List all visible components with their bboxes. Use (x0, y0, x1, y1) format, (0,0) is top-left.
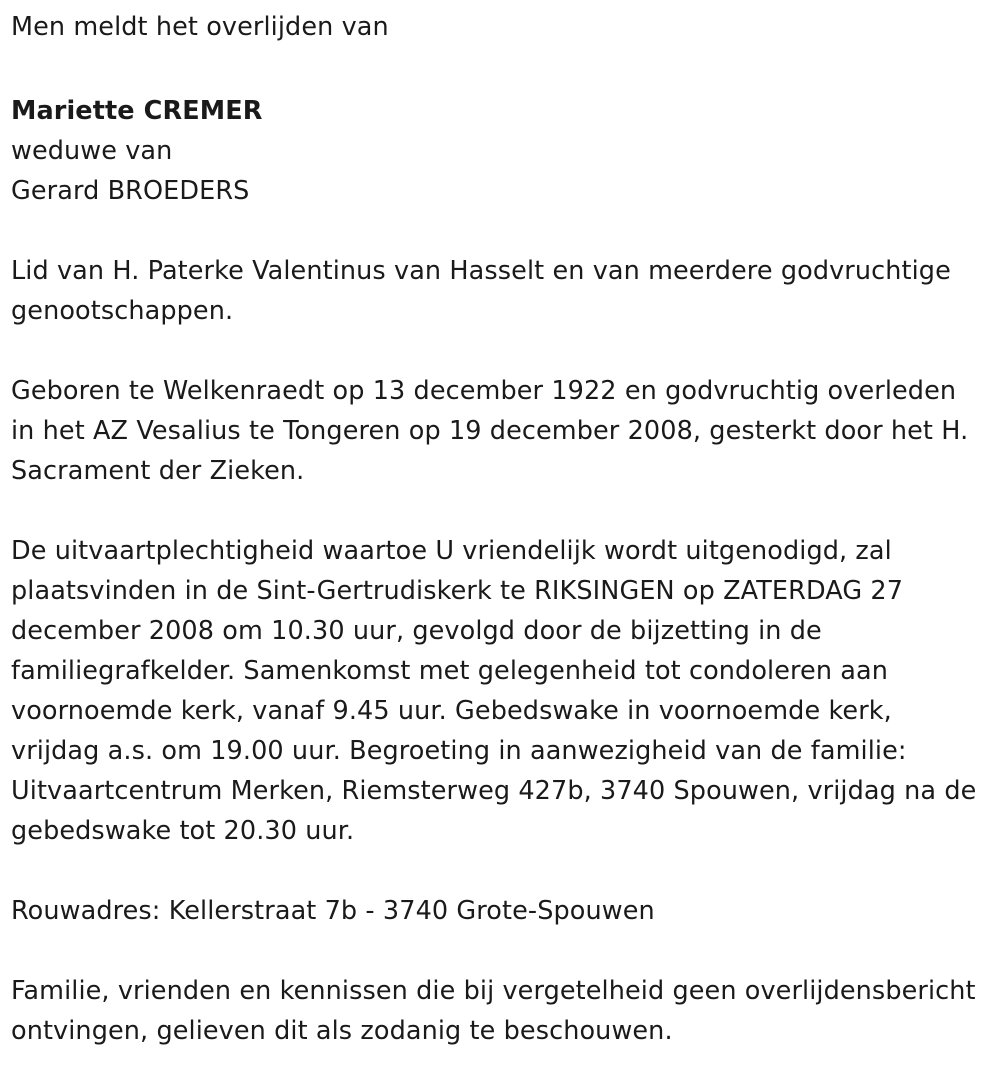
spacer (11, 47, 986, 87)
deceased-name: Mariette CREMER (11, 96, 263, 126)
spacer (11, 211, 986, 251)
intro-line: Men meldt het overlijden van (11, 12, 389, 42)
spacer (11, 931, 986, 971)
funeral-paragraph: De uitvaartplechtigheid waartoe U vriendelijk wordt uitgenodigd, zal plaatsvinden in de Sint-Gertrudiskerk te RIKSINGEN op ZATERDAG 27 december 2008 om 10.30 uur, gevolgd door de bijzetting in de familiegrafkelder. Samenkomst met gelegenheid tot condoleren aan voornoemde kerk, vanaf 9.45 uur. Gebedswake in voornoemde kerk, vrijdag a.s. om 19.00 uur. Begroeting in aanwezigheid van de familie: Uitvaartcentrum Merken, Riemsterweg 427b, 3740 Spouwen, vrijdag na de gebedswake tot 20.30 uur. (11, 536, 977, 846)
spacer (11, 331, 986, 371)
membership-paragraph: Lid van H. Paterke Valentinus van Hasselt en van meerdere godvruchtige genootschappen. (11, 256, 951, 326)
closing-paragraph: Familie, vrienden en kennissen die bij vergetelheid geen overlijdensbericht ontvingen, gelieven dit als zodanig te beschouwen. (11, 976, 976, 1046)
mourning-address: Rouwadres: Kellerstraat 7b - 3740 Grote-Spouwen (11, 896, 655, 926)
birth-death-paragraph: Geboren te Welkenraedt op 13 december 1922 en godvruchtig overleden in het AZ Vesalius te Tongeren op 19 december 2008, gesterkt door het H. Sacrament der Zieken. (11, 376, 969, 486)
spacer (11, 851, 986, 891)
relation-line: weduwe van (11, 136, 173, 166)
spouse-name: Gerard BROEDERS (11, 176, 250, 206)
death-notice (11, 7, 986, 1051)
spacer (11, 491, 986, 531)
